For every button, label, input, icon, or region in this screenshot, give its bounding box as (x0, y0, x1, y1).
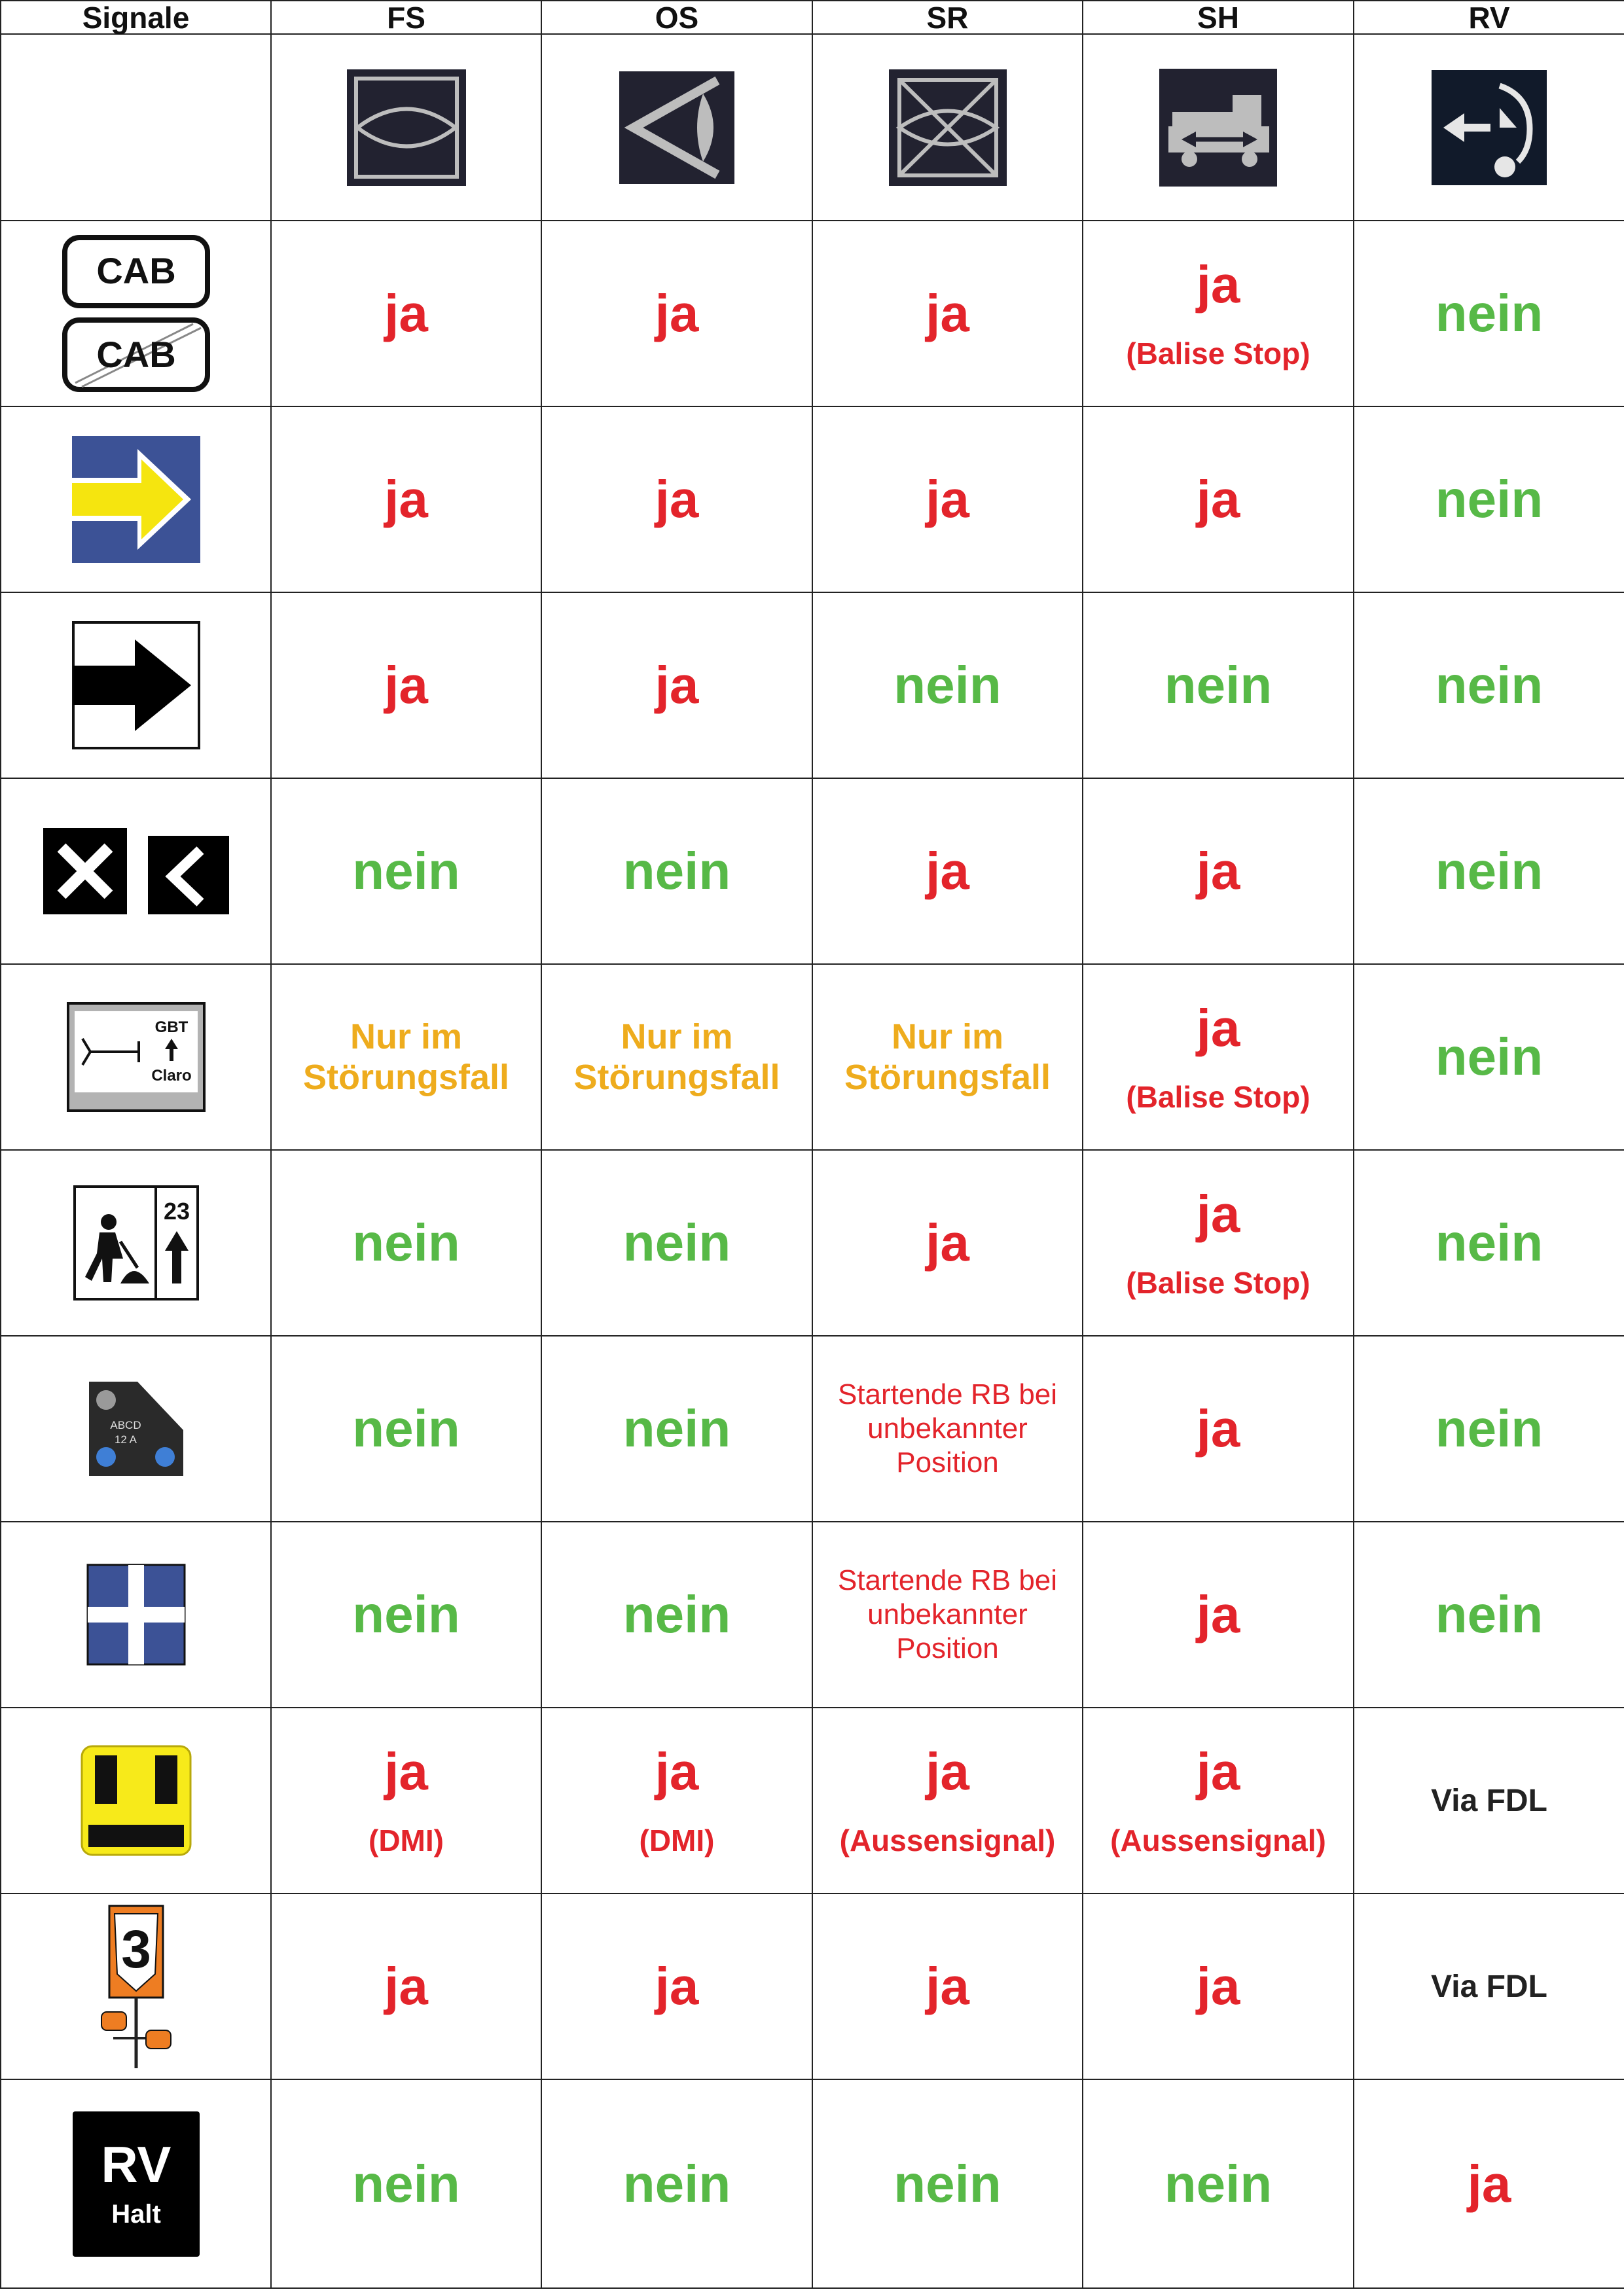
table-row (1, 778, 1624, 964)
value-text: ja (1196, 1399, 1240, 1458)
blue-cross-signal-icon (86, 1564, 186, 1666)
marker-line2-text: 12 A (114, 1433, 137, 1446)
value-note: (Aussensignal) (839, 1823, 1056, 1857)
black-arrow-signal-icon (72, 621, 200, 749)
value-text: nein (1164, 2154, 1272, 2213)
plain-line: unbekannter (867, 1412, 1028, 1445)
header-row (1, 1, 1624, 34)
cab-bottom-text: CAB (96, 334, 176, 375)
value-text: ja (1196, 470, 1240, 528)
value-note: (Aussensignal) (1110, 1823, 1326, 1857)
value-text: nein (1435, 1213, 1543, 1272)
header-sr: SR (812, 1, 1083, 34)
value-text: nein (623, 2154, 731, 2213)
value-text: ja (384, 470, 428, 528)
value-text: ja (1196, 1585, 1240, 1643)
sh-icon-cell (1083, 34, 1354, 221)
value-warn (272, 1016, 541, 1098)
signal-cell (1, 1893, 271, 2079)
value-text: ja (1196, 255, 1240, 314)
signal-cell (1, 1150, 271, 1336)
value-text: nein (623, 1213, 731, 1272)
table-row (1, 964, 1624, 1150)
signal-cell (1, 2079, 271, 2288)
gbt-text: GBT (154, 1018, 188, 1036)
plain-line: Position (896, 1632, 999, 1664)
signal-cell (1, 1522, 271, 1708)
value-text: ja (1196, 1185, 1240, 1243)
plain-line: unbekannter (867, 1598, 1028, 1631)
value-text: nein (1435, 1028, 1543, 1086)
value-text: ja (655, 470, 699, 528)
halt-text: Halt (111, 2199, 161, 2229)
marker-board-signal-icon (89, 1382, 183, 1476)
plain-line: Startende RB bei (837, 1564, 1058, 1597)
table-row (1, 1893, 1624, 2079)
cab-top-text: CAB (96, 250, 176, 291)
value-text: nein (1435, 470, 1543, 528)
value-text: nein (623, 1585, 731, 1643)
value-text: nein (352, 1399, 460, 1458)
signal-cell (1, 406, 271, 592)
value-text: nein (1164, 656, 1272, 714)
warn-line: Störungsfall (302, 1058, 509, 1097)
full-supervision-mode-icon (347, 69, 466, 186)
orange-number-signal-icon (100, 1905, 172, 2068)
value-note: (Balise Stop) (1126, 336, 1310, 370)
value-text: ja (655, 1742, 699, 1801)
table-row (1, 2079, 1624, 2288)
value-text: ja (384, 1742, 428, 1801)
value-note: (Balise Stop) (1126, 1080, 1310, 1114)
value-text: nein (623, 842, 731, 900)
value-text: ja (384, 1957, 428, 2015)
value-text: ja (1196, 999, 1240, 1057)
value-text: nein (1435, 1399, 1543, 1458)
table-row (1, 1336, 1624, 1522)
value-plain (813, 1564, 1082, 1666)
track-works-signal-icon (73, 1185, 199, 1300)
signal-cell (1, 592, 271, 778)
claro-text: Claro (151, 1067, 192, 1085)
value-text: nein (352, 1585, 460, 1643)
value-plain (813, 1378, 1082, 1480)
value-text: nein (893, 656, 1001, 714)
table-row (1, 1150, 1624, 1336)
value-text: ja (1467, 2154, 1511, 2213)
signal-cell (1, 1336, 271, 1522)
yellow-face-signal-icon (81, 1745, 192, 1856)
value-text: nein (1435, 1585, 1543, 1643)
cab-board-signal-icon (62, 235, 210, 392)
value-text: ja (384, 284, 428, 342)
marker-line1-text: ABCD (109, 1419, 141, 1431)
header-fs: FS (271, 1, 541, 34)
warn-line: Nur im (350, 1016, 463, 1056)
value-text: ja (926, 470, 969, 528)
table-row (1, 1522, 1624, 1708)
shunting-mode-icon (1159, 69, 1277, 187)
value-text: ja (926, 1213, 969, 1272)
works-number-text: 23 (163, 1198, 190, 1225)
value-warn (813, 1016, 1082, 1098)
rv-halt-signal-icon (73, 2111, 200, 2257)
value-text: ja (655, 656, 699, 714)
value-warn (542, 1016, 812, 1098)
value-text: ja (384, 656, 428, 714)
mode-icons-row (1, 34, 1624, 221)
warn-line: Störungsfall (573, 1058, 780, 1097)
plain-line: Startende RB bei (837, 1378, 1058, 1411)
value-text: ja (655, 1957, 699, 2015)
value-text: nein (893, 2154, 1001, 2213)
value-text: nein (1435, 656, 1543, 714)
value-note: (DMI) (369, 1823, 444, 1857)
header-signale: Signale (1, 1, 271, 34)
value-text: nein (623, 1399, 731, 1458)
plain-line: Position (896, 1446, 999, 1479)
value-text: nein (352, 2154, 460, 2213)
value-text: ja (1196, 1742, 1240, 1801)
value-text: ja (1196, 842, 1240, 900)
signal-cell (1, 221, 271, 406)
table-row (1, 221, 1624, 406)
value-text: ja (926, 1957, 969, 2015)
header-rv: RV (1354, 1, 1624, 34)
signal-cell (1, 1708, 271, 1893)
staff-responsible-mode-icon (889, 69, 1007, 186)
reversing-mode-icon (1432, 70, 1547, 185)
table-row (1, 406, 1624, 592)
sr-icon-cell (812, 34, 1083, 221)
value-text: ja (926, 1742, 969, 1801)
fs-icon-cell (271, 34, 541, 221)
value-text: nein (1435, 284, 1543, 342)
cross-chevron-signal-icon (43, 828, 229, 914)
table-row (1, 1708, 1624, 1893)
signal-cell (1, 964, 271, 1150)
value-text: nein (352, 842, 460, 900)
yellow-arrow-signal-icon (72, 436, 200, 563)
gbt-claro-signal-icon (67, 1002, 206, 1112)
rv-text: RV (101, 2135, 171, 2193)
value-fdl: Via FDL (1431, 1969, 1547, 2004)
value-text: ja (926, 842, 969, 900)
warn-line: Nur im (621, 1016, 733, 1056)
value-text: nein (352, 1213, 460, 1272)
value-text: ja (926, 284, 969, 342)
warn-line: Nur im (891, 1016, 1004, 1056)
table-row (1, 592, 1624, 778)
value-text: ja (1196, 1957, 1240, 2015)
signal-cell (1, 778, 271, 964)
rv-icon-cell (1354, 34, 1624, 221)
value-fdl: Via FDL (1431, 1783, 1547, 1818)
value-text: ja (655, 284, 699, 342)
value-note: (DMI) (639, 1823, 715, 1857)
value-text: nein (1435, 842, 1543, 900)
empty-cell (1, 34, 271, 221)
os-icon-cell (541, 34, 812, 221)
header-sh: SH (1083, 1, 1354, 34)
value-note: (Balise Stop) (1126, 1266, 1310, 1300)
on-sight-mode-icon (619, 71, 734, 184)
orange-number-text: 3 (120, 1920, 151, 1979)
warn-line: Störungsfall (844, 1058, 1051, 1097)
header-os: OS (541, 1, 812, 34)
